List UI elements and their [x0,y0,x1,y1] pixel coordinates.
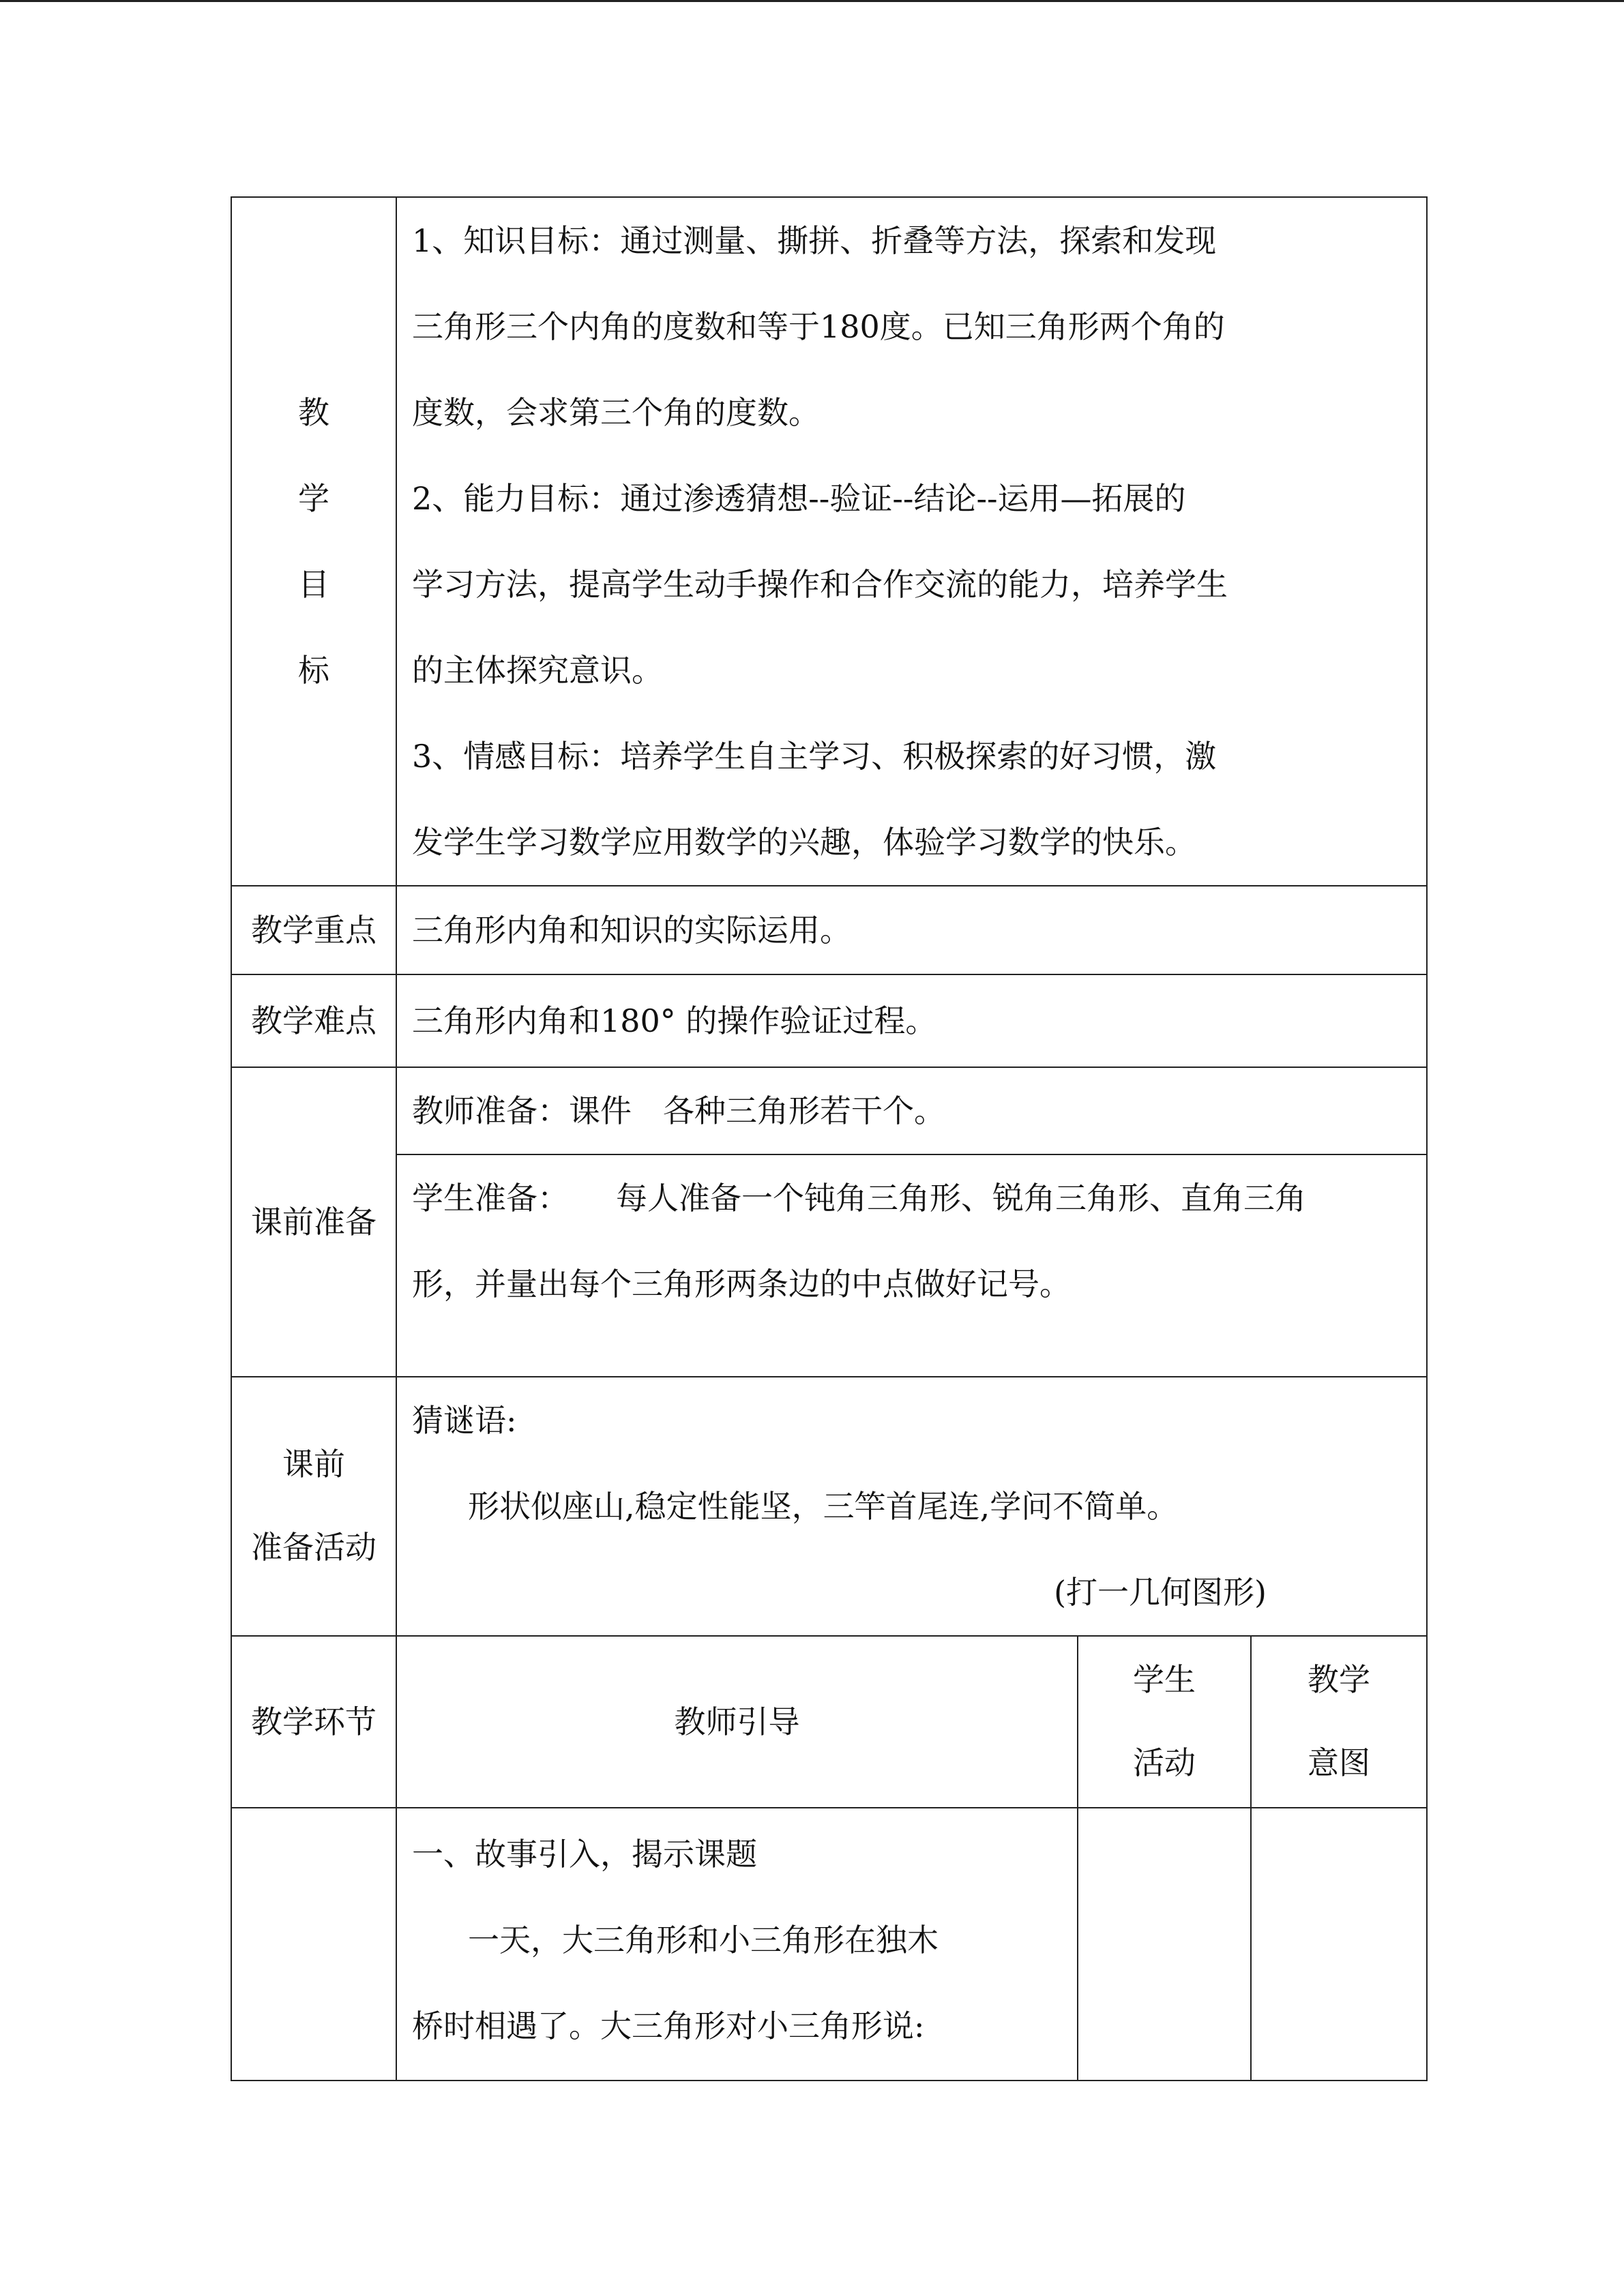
process-intent-cell [1251,1808,1427,2081]
teaching-intent-header-line: 意图 [1308,1744,1370,1781]
process-header-row [231,1636,1427,1808]
pre-activity-row [231,1377,1427,1636]
teacher-guidance-header: 教师引导 [396,1636,1078,1808]
key-point-row [231,886,1427,974]
preparation-label: 课前准备 [231,1067,396,1377]
objectives-line: 的主体探究意识。 [412,652,663,689]
process-row [231,1808,1427,2081]
difficulty-text: 三角形内角和180° 的操作验证过程。 [412,1002,937,1039]
student-activity-header-cell [1078,1636,1251,1808]
riddle-hint: (打一几何图形) [1054,1574,1267,1611]
objectives-row [231,197,1427,886]
student-preparation-cell [396,1154,1427,1377]
key-point-content-cell [396,886,1427,974]
riddle-title: 猜谜语: [412,1402,517,1439]
pre-activity-label-line: 准备活动 [251,1529,377,1566]
process-story-line: 一天，大三角形和小三角形在独木 [468,1922,939,1958]
student-preparation-line: 形，并量出每个三角形两条边的中点做好记号。 [412,1266,1071,1302]
lesson-plan-table [231,196,1428,2081]
key-point-label: 教学重点 [231,886,396,974]
objectives-line: 发学生学习数学应用数学的兴趣，体验学习数学的快乐。 [412,824,1196,861]
objectives-line: 1、知识目标：通过测量、撕拼、折叠等方法，探索和发现 [412,222,1217,259]
student-preparation-line: 学生准备： 每人准备一个钝角三角形、锐角三角形、直角三角 [412,1180,1306,1217]
page-top-border [0,0,1624,2]
pre-activity-content-cell [396,1377,1427,1636]
teacher-preparation-cell [396,1067,1427,1154]
student-activity-header-line: 学生 [1133,1661,1196,1698]
difficulty-row [231,974,1427,1067]
teaching-intent-header-line: 教学 [1308,1661,1370,1698]
objectives-line: 三角形三个内角的度数和等于180度。已知三角形两个角的 [412,308,1225,345]
pre-activity-label-line: 课前 [282,1446,345,1482]
riddle-text: 形状似座山,稳定性能坚，三竿首尾连,学问不简单。 [468,1488,1179,1525]
key-point-text: 三角形内角和知识的实际运用。 [412,912,851,949]
process-stage-cell [231,1808,396,2081]
objectives-line: 学习方法，提高学生动手操作和合作交流的能力，培养学生 [412,566,1228,603]
process-teacher-cell [396,1808,1078,2081]
preparation-teacher-row [231,1067,1427,1154]
preparation-student-row [231,1154,1427,1377]
objectives-content-cell [396,197,1427,886]
difficulty-content-cell [396,974,1427,1067]
stage-header: 教学环节 [231,1636,396,1808]
objectives-label: 教学目标 [298,394,329,689]
pre-activity-label-cell [231,1377,396,1636]
process-student-cell [1078,1808,1251,2081]
objectives-label-cell [231,197,396,886]
objectives-line: 度数，会求第三个角的度数。 [412,394,820,431]
difficulty-label: 教学难点 [231,974,396,1067]
teaching-intent-header-cell [1251,1636,1427,1808]
objectives-line: 2、能力目标：通过渗透猜想--验证--结论--运用—拓展的 [412,480,1186,517]
teacher-preparation-text: 教师准备：课件 各种三角形若干个。 [412,1092,945,1129]
student-activity-header-line: 活动 [1133,1744,1196,1781]
process-story-line: 桥时相遇了。大三角形对小三角形说: [412,2008,925,2044]
objectives-line: 3、情感目标：培养学生自主学习、积极探索的好习惯，激 [412,738,1217,775]
process-heading: 一、故事引入，揭示课题 [412,1836,757,1873]
